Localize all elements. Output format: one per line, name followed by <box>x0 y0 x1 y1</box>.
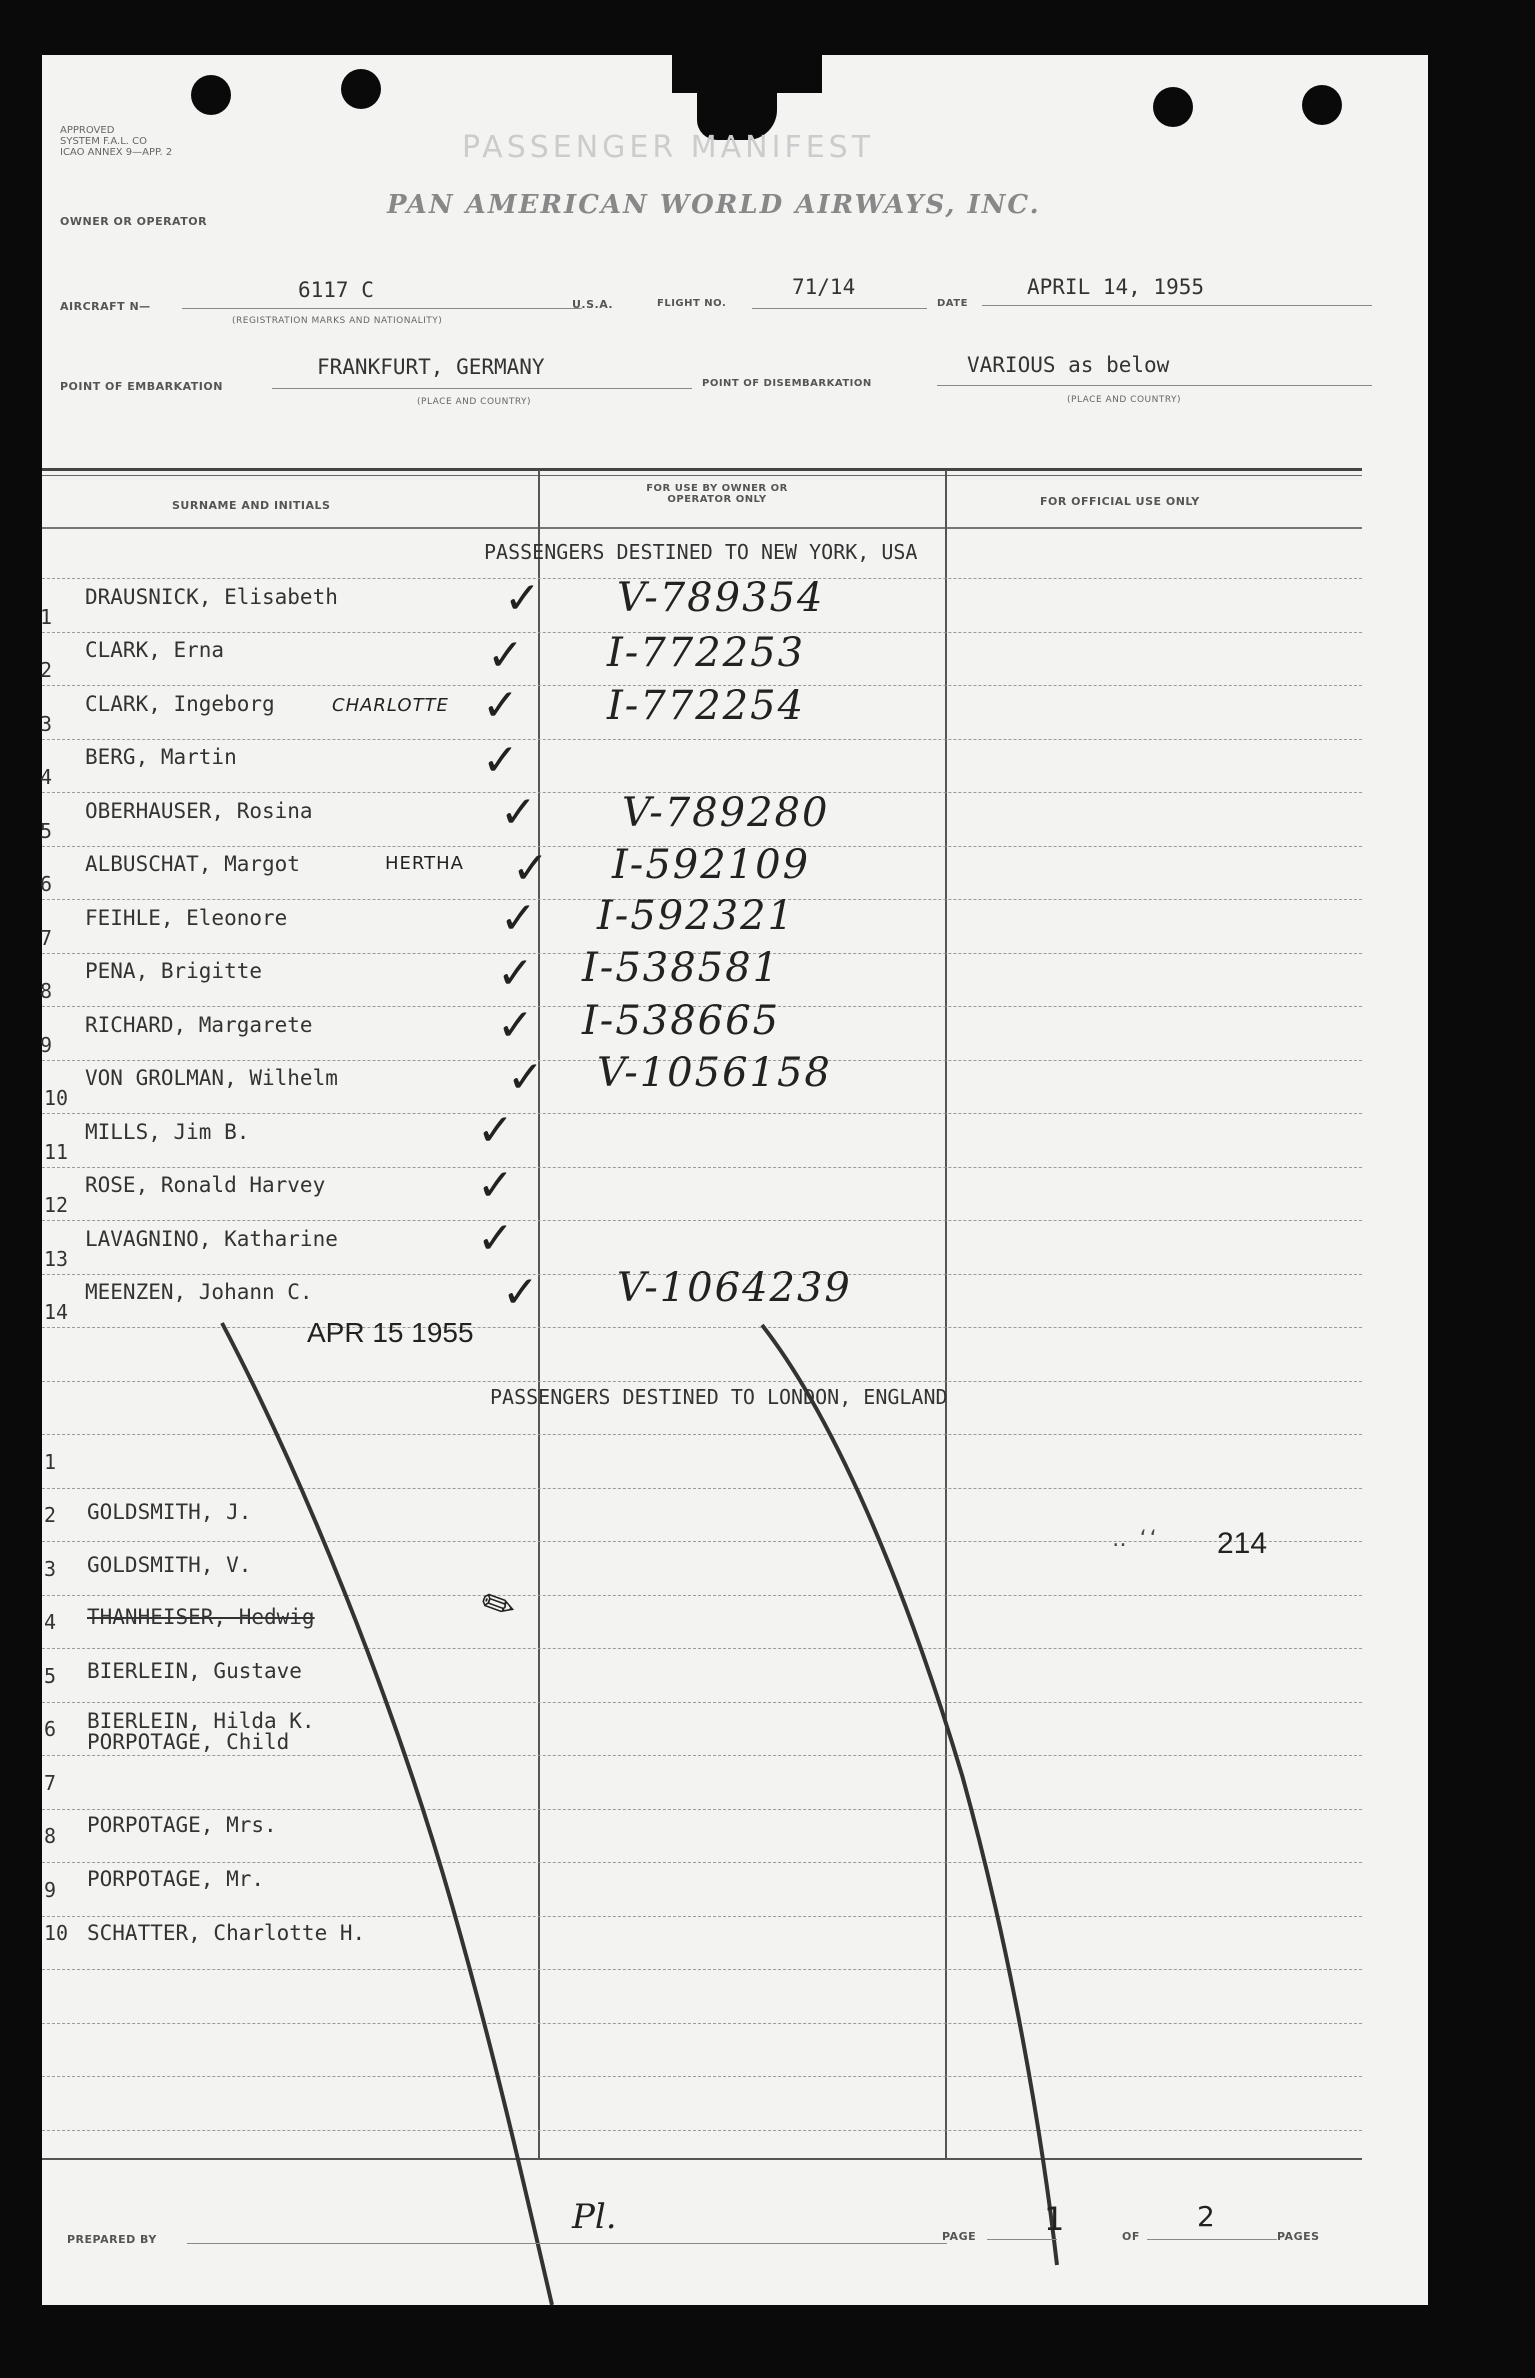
col-owner-use: FOR USE BY OWNER OR OPERATOR ONLY <box>646 483 788 505</box>
date-stamp: APR 15 1955 <box>307 1317 474 1348</box>
row-number: 1 <box>44 1450 57 1474</box>
aircraft-value: 6117 C <box>298 278 374 302</box>
passenger-name: GOLDSMITH, J. <box>87 1500 252 1524</box>
check-mark: ✓ <box>497 948 534 999</box>
check-mark: ✓ <box>482 680 519 731</box>
passenger-name-handwritten: HERTHA <box>385 853 464 874</box>
passenger-name: VON GROLMAN, Wilhelm <box>85 1066 338 1090</box>
flight-label: FLIGHT NO. <box>657 298 727 309</box>
row-number: 7 <box>40 926 53 950</box>
col-official-use: FOR OFFICIAL USE ONLY <box>1040 495 1200 508</box>
passenger-name: PORPOTAGE, Child <box>87 1730 290 1754</box>
section-heading-ny: PASSENGERS DESTINED TO NEW YORK, USA <box>484 540 918 564</box>
approval-line: ICAO ANNEX 9—APP. 2 <box>60 147 173 158</box>
flight-value: 71/14 <box>792 275 856 299</box>
passenger-name: GOLDSMITH, V. <box>87 1553 252 1577</box>
check-mark: ✓ <box>502 1267 539 1318</box>
check-mark: ✓ <box>477 1213 514 1264</box>
col-surname: SURNAME AND INITIALS <box>172 499 331 512</box>
passenger-name: MEENZEN, Johann C. <box>85 1280 313 1304</box>
passenger-name: OBERHAUSER, Rosina <box>85 799 313 823</box>
cross-out-stroke-left <box>222 1323 552 2305</box>
row-number: 6 <box>44 1717 57 1741</box>
check-mark: ✓ <box>512 843 549 894</box>
scribble-mark: ✎ <box>473 1578 524 1634</box>
disembarkation-label: POINT OF DISEMBARKATION <box>702 378 872 389</box>
page-underline <box>987 2239 1057 2240</box>
place-caption: (PLACE AND COUNTRY) <box>417 397 532 407</box>
cross-out-stroke-right <box>762 1325 1057 2265</box>
visa-number: V-1056158 <box>597 1050 832 1096</box>
passenger-name: BIERLEIN, Hilda K. <box>87 1709 315 1733</box>
section-heading-london: PASSENGERS DESTINED TO LONDON, ENGLAND <box>490 1385 948 1409</box>
check-mark: ✓ <box>477 1160 514 1211</box>
passenger-name: CLARK, Erna <box>85 638 225 662</box>
visa-number: I-592109 <box>612 842 811 888</box>
check-mark: ✓ <box>477 1105 514 1156</box>
passenger-name: PORPOTAGE, Mrs. <box>87 1813 277 1837</box>
visa-number: I-538581 <box>582 945 781 991</box>
row-number: 10 <box>44 1921 69 1945</box>
visa-number: V-1064239 <box>617 1265 852 1311</box>
check-mark: ✓ <box>497 1000 534 1051</box>
visa-number: V-789280 <box>622 790 830 836</box>
passenger-name-struck: THANHEISER, Hedwig <box>87 1605 315 1629</box>
passenger-name: FEIHLE, Eleonore <box>85 906 288 930</box>
disembarkation-value: VARIOUS as below <box>967 353 1170 377</box>
visa-number: I-772253 <box>607 630 806 676</box>
official-note-dots: ‥ ‘‘ <box>1112 1527 1160 1552</box>
embarkation-value: FRANKFURT, GERMANY <box>317 355 545 379</box>
embarkation-label: POINT OF EMBARKATION <box>60 380 223 393</box>
place-caption-2: (PLACE AND COUNTRY) <box>1067 395 1182 405</box>
row-number: 5 <box>40 819 53 843</box>
of-underline <box>1147 2239 1277 2240</box>
passenger-name: ROSE, Ronald Harvey <box>85 1173 326 1197</box>
passenger-name: RICHARD, Margarete <box>85 1013 313 1037</box>
row-number: 2 <box>40 658 53 682</box>
registration-caption: (REGISTRATION MARKS AND NATIONALITY) <box>232 316 443 326</box>
row-number: 7 <box>44 1771 57 1795</box>
company-name: PAN AMERICAN WORLD AIRWAYS, INC. <box>387 190 1041 220</box>
prepared-underline <box>187 2243 947 2244</box>
date-value: APRIL 14, 1955 <box>1027 275 1205 299</box>
check-mark: ✓ <box>482 735 519 786</box>
row-number: 11 <box>44 1140 69 1164</box>
visa-number: I-538665 <box>582 998 781 1044</box>
passenger-name: BIERLEIN, Gustave <box>87 1659 302 1683</box>
row-number: 10 <box>44 1086 69 1110</box>
check-mark: ✓ <box>487 630 524 681</box>
of-label: OF <box>1122 2230 1140 2243</box>
passenger-name: PORPOTAGE, Mr. <box>87 1867 265 1891</box>
page-value: 1 <box>1044 2200 1065 2238</box>
passenger-name: DRAUSNICK, Elisabeth <box>85 585 338 609</box>
row-number: 8 <box>40 979 53 1003</box>
passenger-name: LAVAGNINO, Katharine <box>85 1227 338 1251</box>
row-number: 9 <box>44 1878 57 1902</box>
row-number: 3 <box>40 712 53 736</box>
row-number: 13 <box>44 1247 69 1271</box>
usa-label: U.S.A. <box>572 298 614 311</box>
row-number: 3 <box>44 1557 57 1581</box>
page-label: PAGE <box>942 2230 977 2243</box>
row-number: 1 <box>40 605 53 629</box>
manifest-sheet <box>42 55 1428 2305</box>
passenger-name: BERG, Martin <box>85 745 237 769</box>
check-mark: ✓ <box>504 573 541 624</box>
passenger-name: MILLS, Jim B. <box>85 1120 250 1144</box>
pages-label: PAGES <box>1277 2230 1320 2243</box>
owner-label: OWNER OR OPERATOR <box>60 215 208 228</box>
approval-line: APPROVED <box>60 125 115 136</box>
prepared-label: PREPARED BY <box>67 2233 157 2246</box>
passenger-name: CLARK, Ingeborg <box>85 692 275 716</box>
row-number: 14 <box>44 1300 69 1324</box>
cross-out-strokes <box>42 55 1428 2305</box>
check-mark: ✓ <box>507 1052 544 1103</box>
aircraft-label: AIRCRAFT N— <box>60 300 151 313</box>
row-number: 9 <box>40 1033 53 1057</box>
row-number: 4 <box>44 1610 57 1634</box>
approval-line: SYSTEM F.A.L. CO <box>60 136 147 147</box>
form-title: PASSENGER MANIFEST <box>462 130 875 165</box>
date-label: DATE <box>937 298 968 309</box>
row-number: 4 <box>40 765 53 789</box>
row-number: 6 <box>40 872 53 896</box>
prepared-initials: Pl. <box>572 2197 617 2237</box>
passenger-name: PENA, Brigitte <box>85 959 263 983</box>
visa-number: V-789354 <box>617 575 825 621</box>
passenger-name: SCHATTER, Charlotte H. <box>87 1921 366 1945</box>
passenger-name-handwritten: CHARLOTTE <box>332 695 449 716</box>
official-note: 214 <box>1217 1527 1268 1560</box>
visa-number: I-592321 <box>597 893 796 939</box>
row-number: 8 <box>44 1824 57 1848</box>
row-number: 12 <box>44 1193 69 1217</box>
row-number: 5 <box>44 1664 57 1688</box>
check-mark: ✓ <box>500 787 537 838</box>
check-mark: ✓ <box>500 893 537 944</box>
row-number: 2 <box>44 1503 57 1527</box>
visa-number: I-772254 <box>607 683 806 729</box>
of-value: 2 <box>1197 2200 1215 2233</box>
passenger-name: ALBUSCHAT, Margot <box>85 852 300 876</box>
